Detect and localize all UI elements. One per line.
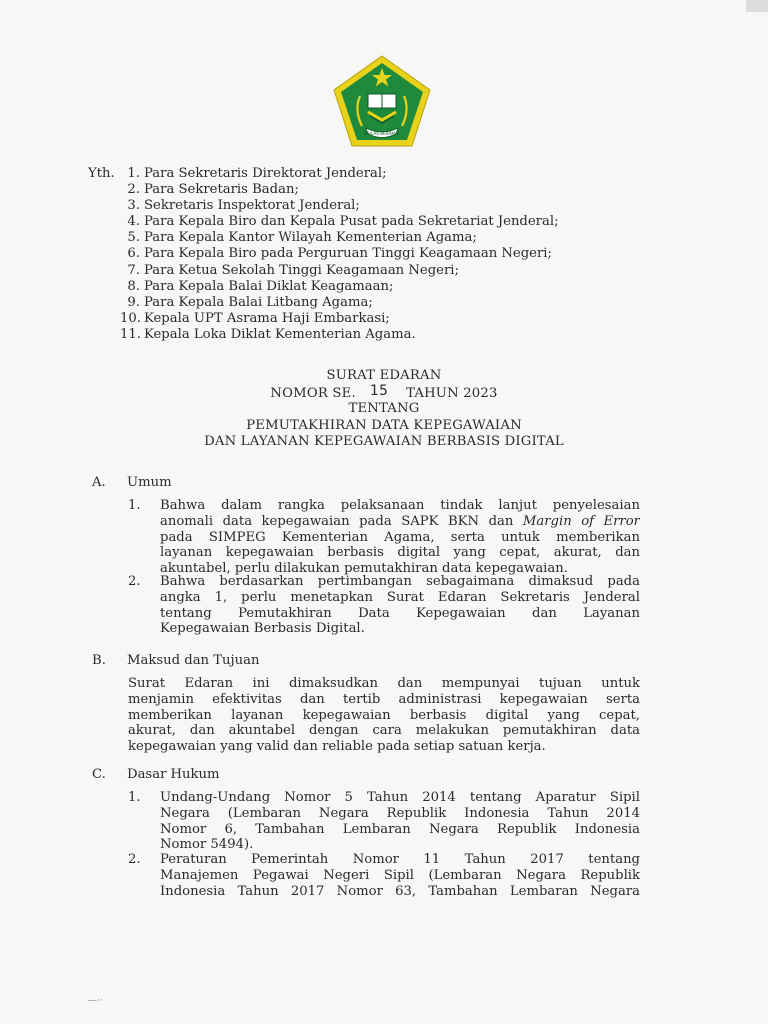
section-a-header: [92, 474, 652, 492]
item-number: 2.: [128, 852, 141, 867]
recipient-salutation: [88, 198, 120, 214]
section-a: [92, 474, 652, 637]
recipient-item: [88, 279, 688, 295]
recipient-text: Kepala Loka Diklat Kementerian Agama.: [144, 326, 416, 342]
recipient-item: [88, 327, 688, 343]
scan-specks: —··: [88, 996, 103, 1006]
recipient-text: Para Sekretaris Direktorat Jenderal;: [144, 166, 387, 181]
text-line: memberikan layanan kepegawaian berbasis digital yang cepat,: [128, 707, 640, 723]
heading-number-line: [0, 382, 768, 402]
item-text: [160, 790, 640, 853]
section-b: [92, 652, 652, 755]
logo-band-text: IKHLAS BERAMAL: [363, 131, 401, 136]
recipient-item: [88, 214, 688, 230]
text-line: Nomor 6, Tambahan Lembaran Negara Republik Indonesia: [160, 821, 640, 837]
recipient-item: [88, 166, 688, 182]
recipient-text: Sekretaris Inspektorat Jenderal;: [144, 198, 360, 214]
recipient-number: 11.: [120, 326, 141, 342]
recipient-text: Para Kepala Balai Diklat Keagamaan;: [144, 278, 394, 294]
heading-title: SURAT EDARAN: [326, 368, 442, 383]
section-c-header: [92, 766, 652, 784]
recipient-salutation: [88, 246, 120, 262]
section-title: Umum: [127, 475, 172, 490]
text-line: angka 1, perlu menetapkan Surat Edaran Sekretaris Jenderal: [160, 589, 640, 605]
recipient-number: 2.: [127, 182, 140, 198]
text-line: menjamin efektivitas dan tertib administrasi kepegawaian serta: [128, 691, 640, 707]
recipient-text: Para Kepala Biro dan Kepala Pusat pada Sekretariat Jenderal;: [144, 214, 559, 230]
item-text: [160, 574, 640, 637]
recipient-number: 9.: [127, 294, 140, 310]
recipient-salutation: [88, 230, 120, 246]
item-number: 2.: [128, 574, 141, 589]
recipient-text: Para Kepala Biro pada Perguruan Tinggi Keagamaan Negeri;: [144, 246, 552, 262]
scan-corner-mark: [746, 0, 768, 12]
recipient-number: 3.: [127, 198, 140, 214]
recipient-item: [88, 182, 688, 198]
italic-term: Margin of Error: [522, 513, 640, 529]
text-line: Negara (Lembaran Negara Republik Indonesia Tahun 2014: [160, 805, 640, 821]
recipient-list: [88, 166, 688, 343]
text-line: layanan kepegawaian berbasis digital yang cepat, akurat, dan: [160, 545, 640, 561]
text-line: Nomor 5494).: [160, 837, 254, 853]
recipient-number: 4.: [127, 214, 140, 230]
recipient-item: [88, 246, 688, 262]
text-line: Peraturan Pemerintah Nomor 11 Tahun 2017 tentang: [160, 852, 640, 867]
item-text: [160, 852, 640, 899]
recipient-number: 6.: [127, 246, 140, 262]
recipient-salutation: [88, 182, 120, 198]
recipient-number: 1.: [127, 166, 140, 181]
text-line: tentang Pemutakhiran Data Kepegawaian dan Layanan: [160, 605, 640, 621]
item-number: 1.: [128, 790, 141, 805]
recipient-number: 10.: [120, 310, 141, 326]
recipient-salutation: [88, 295, 120, 311]
text-line: Bahwa dalam rangka pelaksanaan tindak lanjut penyelesaian: [160, 498, 640, 513]
recipient-number: 7.: [127, 262, 140, 278]
recipient-salutation: [88, 214, 120, 230]
recipient-text: Para Kepala Balai Litbang Agama;: [144, 294, 373, 310]
recipient-salutation: Yth.: [88, 166, 115, 181]
item-text: [160, 498, 640, 577]
recipient-salutation: [88, 311, 120, 327]
heading-number-year: TAHUN 2023: [406, 385, 498, 401]
text-run: anomali data kepegawaian pada SAPK BKN dan: [160, 513, 514, 529]
heading-number-prefix: NOMOR SE.: [270, 385, 356, 401]
section-title: Maksud dan Tujuan: [127, 653, 260, 668]
text-line: [160, 514, 640, 530]
heading-subject-line2: DAN LAYANAN KEPEGAWAIAN BERBASIS DIGITAL: [204, 434, 564, 450]
recipient-item: [88, 230, 688, 246]
section-letter: A.: [92, 475, 106, 490]
recipient-salutation: [88, 327, 120, 343]
recipient-text: Kepala UPT Asrama Haji Embarkasi;: [144, 310, 390, 326]
recipient-text: Para Sekretaris Badan;: [144, 182, 299, 198]
text-line: kepegawaian yang valid dan reliable pada setiap satuan kerja.: [128, 739, 546, 755]
text-line: Kepegawaian Berbasis Digital.: [160, 621, 365, 637]
item-number: 1.: [128, 498, 141, 513]
section-c: [92, 766, 652, 899]
section-title: Dasar Hukum: [127, 767, 220, 782]
text-line: Bahwa berdasarkan pertimbangan sebagaimana dimaksud pada: [160, 574, 640, 589]
recipient-number: 5.: [127, 230, 140, 246]
recipient-item: [88, 311, 688, 327]
recipient-salutation: [88, 263, 120, 279]
section-b-paragraph: [128, 676, 640, 755]
letter-heading: [0, 368, 768, 451]
section-letter: C.: [92, 767, 106, 782]
ministry-logo: [330, 52, 434, 152]
text-line: pada SIMPEG Kementerian Agama, serta untuk memberikan: [160, 529, 640, 545]
recipient-item: [88, 198, 688, 214]
text-line: akurat, dan akuntabel dengan cara melakukan pemutakhiran data: [128, 723, 640, 739]
recipient-item: [88, 295, 688, 311]
text-line: Undang-Undang Nomor 5 Tahun 2014 tentang Aparatur Sipil: [160, 790, 640, 805]
heading-about: TENTANG: [348, 401, 420, 417]
text-line: Manajemen Pegawai Negeri Sipil (Lembaran Negara Republik: [160, 867, 640, 883]
section-letter: B.: [92, 653, 106, 668]
heading-subject-line1: PEMUTAKHIRAN DATA KEPEGAWAIAN: [246, 417, 522, 433]
recipient-text: Para Ketua Sekolah Tinggi Keagamaan Negeri;: [144, 262, 459, 278]
recipient-number: 8.: [127, 278, 140, 294]
kemenag-emblem-icon: [330, 52, 434, 152]
text-line: Surat Edaran ini dimaksudkan dan mempunyai tujuan untuk: [128, 676, 640, 691]
text-line: akuntabel, perlu dilakukan pemutakhiran data kepegawaian.: [160, 561, 568, 577]
heading-number-value: 15: [369, 382, 389, 399]
section-b-header: [92, 652, 652, 670]
text-line: Indonesia Tahun 2017 Nomor 63, Tambahan Lembaran Negara: [160, 883, 640, 899]
recipient-text: Para Kepala Kantor Wilayah Kementerian Agama;: [144, 230, 477, 246]
recipient-item: [88, 263, 688, 279]
recipient-salutation: [88, 279, 120, 295]
